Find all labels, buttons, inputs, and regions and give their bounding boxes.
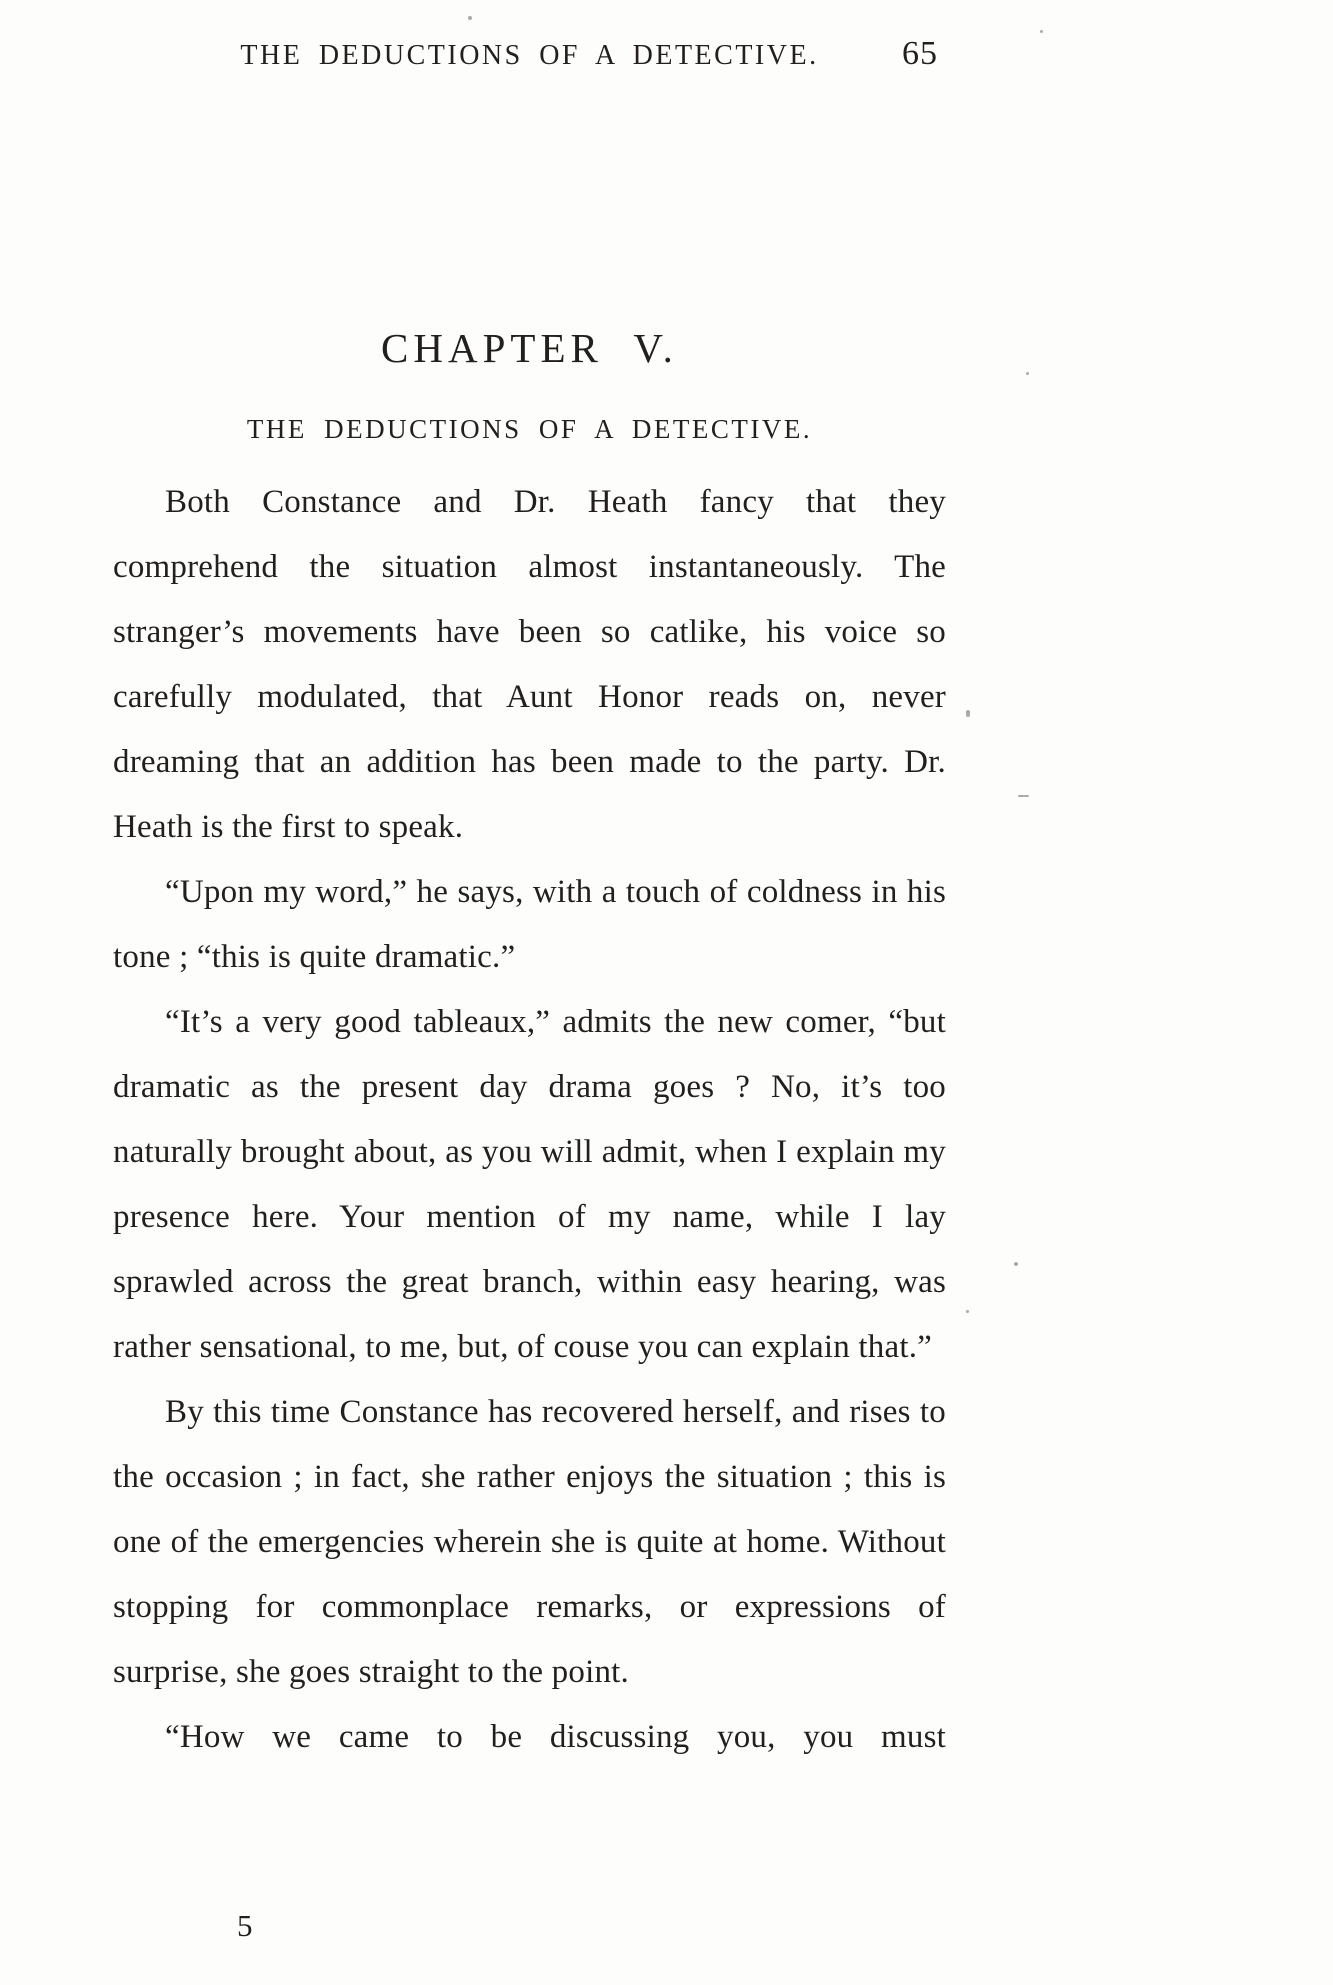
scan-artifact [468,16,472,20]
page-number: 65 [902,35,938,72]
scan-artifact [966,710,970,717]
scan-artifact [1014,1262,1018,1266]
paragraph: “Upon my word,” he says, with a touch of coldness in his tone ; “this is quite dramatic.” [113,874,946,975]
running-title: THE DEDUCTIONS OF A DETECTIVE. [240,40,819,71]
signature-mark: 5 [237,1908,253,1943]
body-text [113,470,946,1770]
scan-artifact [1018,795,1029,797]
paragraph: By this time Constance has recovered herself, and rises to the occasion ; in fact, she rather enjoys the situation ; this is one of the emergencies wherein she is quite at home. Without stopping for commonplace remarks, or expressions of surprise, she goes straight to the point. [113,1394,946,1690]
scan-artifact [1026,372,1029,375]
chapter-subtitle: THE DEDUCTIONS OF A DETECTIVE. [246,414,813,444]
paragraph: “How we came to be discussing you, you must [165,1719,946,1755]
chapter-heading: CHAPTER V. [381,325,678,371]
scan-artifact [1040,30,1043,33]
paragraph: Both Constance and Dr. Heath fancy that they comprehend the situation almost instantaneously. The stranger’s movements have been so catlike, his voice so carefully modulated, that Aunt Honor reads on, never dreaming that an addition has been made to the party. Dr. Heath is the first to speak. [113,484,946,845]
page-header [113,35,946,80]
scan-artifact [966,1310,969,1313]
paragraph: “It’s a very good tableaux,” admits the new comer, “but dramatic as the present day drama goes ? No, it’s too naturally brought about, as you will admit, when I explain my presence here. Your mention of my name, while I lay sprawled across the great branch, within easy hearing, was rather sensational, to me, but, of couse you can explain that.” [113,1004,946,1365]
